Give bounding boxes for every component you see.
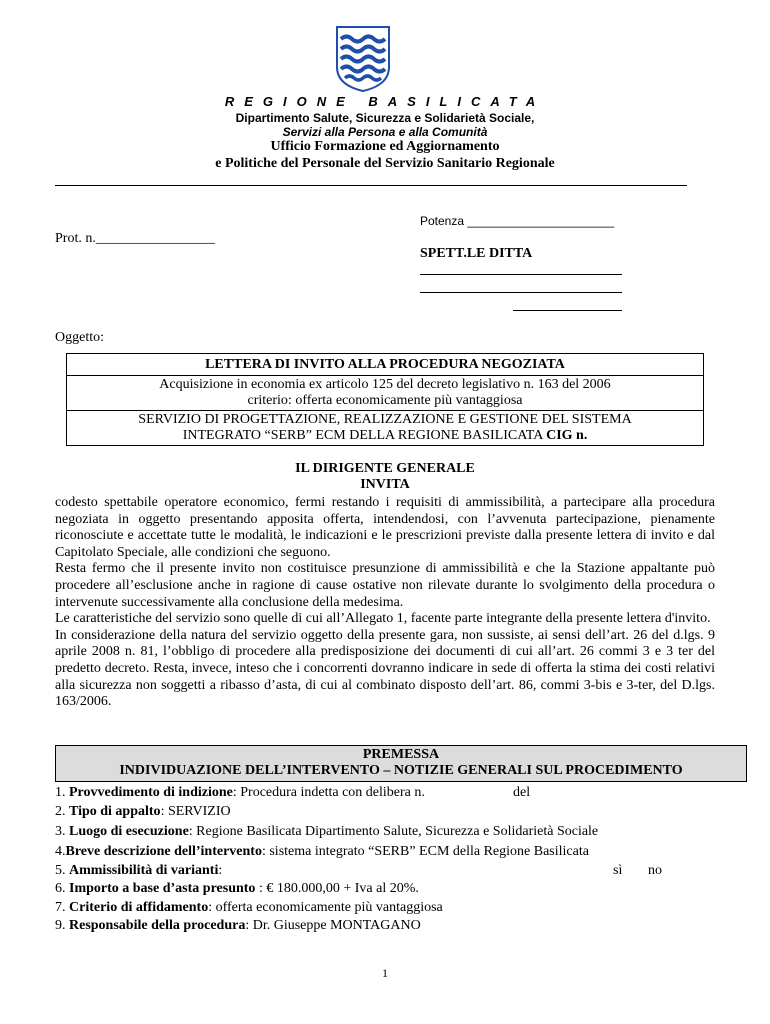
- list-item: 9. Responsabile della procedura: Dr. Giuseppe MONTAGANO: [55, 918, 421, 933]
- item-label: Tipo di appalto: [69, 803, 161, 819]
- item-value: : Regione Basilicata Dipartimento Salute, Sicurezza e Solidarietà Sociale: [188, 824, 599, 839]
- item-label: Breve descrizione dell’intervento: [65, 844, 262, 859]
- service-line2: [71, 428, 699, 444]
- procedure-details-list: [55, 785, 735, 937]
- body-paragraph-3: Le caratteristiche del servizio sono quelle di cui all’Allegato 1, facente parte integrante della presente lettera d'invito.: [55, 611, 711, 627]
- subject-table: [66, 353, 704, 446]
- department-name: Dipartimento Salute, Sicurezza e Solidarietà Sociale,: [235, 111, 535, 125]
- cig-label: CIG n.: [546, 428, 588, 443]
- body-paragraph-4: In considerazione della natura del servizio oggetto della presente gara, non sussiste, ai sensi dell’art. 26 del d.lgs. 9 aprile 2008 n. 81, l’obbligo di procedere alla predisposizione dei documenti di cui all’art. 26 commi 3 e 3 ter del predetto decreto. Resta, invece, inteso che i concorrenti dovranno indicare in sede di offerta la stima dei costi relativi alla sicurezza non soggetti a ribasso d’asta, di cui al combinato disposto dell’art. 86, commi 3-bis e 3-ter, del D.lgs. 163/2006.: [55, 627, 715, 710]
- service-line1: SERVIZIO DI PROGETTAZIONE, REALIZZAZIONE E GESTIONE DEL SISTEMA: [138, 412, 632, 427]
- recipient-line-1: [420, 274, 622, 275]
- subject-table-title: LETTERA DI INVITO ALLA PROCEDURA NEGOZIATA: [205, 357, 565, 372]
- region-name: REGIONE BASILICATA: [224, 94, 546, 109]
- option-no: no: [648, 862, 662, 878]
- services-name: Servizi alla Persona e alla Comunità: [282, 125, 488, 139]
- premessa-title: PREMESSA: [362, 747, 440, 762]
- director-block: [0, 461, 770, 493]
- recipient-heading: SPETT.LE DITTA: [420, 246, 533, 261]
- subject-table-acquisition: [67, 375, 703, 410]
- header-divider: [55, 185, 687, 186]
- item-value: : SERVIZIO: [160, 803, 231, 819]
- item-value: : sistema integrato “SERB” ECM della Regione Basilicata: [261, 844, 589, 859]
- acquisition-line2: criterio: offerta economicamente più vantaggiosa: [247, 393, 523, 408]
- item-label: Responsabile della procedura: [69, 918, 246, 933]
- body-paragraph-1: codesto spettabile operatore economico, fermi restando i requisiti di ammissibilità, a partecipare alla procedura negoziata in oggetto presentando apposita offerta, intendendosi, con l’avvenuta partecipazione, pienamente riconosciute e accettate tutte le modalità, le indicazioni e le prescrizioni previste dalla presente lettera di invito e dal Capitolato Speciale, alle condizioni che seguono.: [55, 495, 715, 560]
- region-coat-of-arms-logo: [335, 25, 391, 93]
- list-item: 3. Luogo di esecuzione: Regione Basilicata Dipartimento Salute, Sicurezza e Solidarietà Sociale: [55, 824, 599, 839]
- item-value: :: [218, 862, 223, 878]
- body-paragraph-2: Resta fermo che il presente invito non costituisce presunzione di ammissibilità e che la Stazione appaltante può procedere all’esclusione anche in ragione di cause ostative non rilevate durante lo svolgimento della procedura o intervenute successivamente alla conclusione della medesima.: [55, 561, 715, 610]
- recipient-line-2: [420, 292, 622, 293]
- premessa-box: [55, 745, 747, 782]
- item-label: Ammissibilità di varianti: [69, 862, 219, 878]
- item-value: : € 180.000,00 + Iva al 20%.: [255, 881, 419, 896]
- page-number: 1: [382, 966, 388, 980]
- recipient-line-3: [513, 310, 622, 311]
- director-title: IL DIRIGENTE GENERALE: [295, 461, 475, 476]
- list-item: 4.Breve descrizione dell’intervento: sistema integrato “SERB” ECM della Regione Basilicata: [55, 844, 589, 859]
- list-item: 5. Ammissibilità di varianti: sì no: [55, 862, 662, 878]
- list-item: 1. Provvedimento di indizione: Procedura indetta con delibera n. del: [55, 785, 531, 800]
- option-yes: sì: [613, 862, 623, 878]
- item-label: Provvedimento di indizione: [69, 785, 233, 800]
- premessa-subtitle: INDIVIDUAZIONE DELL’INTERVENTO – NOTIZIE GENERALI SUL PROCEDIMENTO: [119, 763, 683, 778]
- item-value: : Procedura indetta con delibera n.: [232, 785, 425, 800]
- list-item: 6. Importo a base d’asta presunto : € 180.000,00 + Iva al 20%.: [55, 881, 419, 896]
- subject-table-service: [67, 410, 703, 445]
- letter-body: [55, 495, 715, 711]
- office-name-line2: e Politiche del Personale del Servizio Sanitario Regionale: [215, 156, 555, 171]
- director-verb: INVITA: [360, 477, 410, 492]
- item-extra: del: [513, 785, 531, 800]
- list-item: 7. Criterio di affidamento: offerta economicamente più vantaggiosa: [55, 899, 443, 915]
- item-value: : Dr. Giuseppe MONTAGANO: [245, 918, 421, 933]
- item-label: Importo a base d’asta presunto: [69, 881, 256, 896]
- acquisition-line1: Acquisizione in economia ex articolo 125 del decreto legislativo n. 163 del 2006: [159, 377, 611, 392]
- item-value: : offerta economicamente più vantaggiosa: [208, 899, 443, 915]
- item-label: Luogo di esecuzione: [69, 824, 189, 839]
- subject-label: Oggetto:: [55, 330, 104, 345]
- item-label: Criterio di affidamento: [69, 899, 209, 915]
- list-item: 2. Tipo di appalto: SERVIZIO: [55, 803, 231, 819]
- protocol-number: Prot. n._________________: [55, 231, 215, 246]
- service-line2-text: INTEGRATO “SERB” ECM DELLA REGIONE BASILICATA: [182, 428, 543, 443]
- place-date-line: Potenza ______________________: [420, 214, 615, 228]
- office-name-line1: Ufficio Formazione ed Aggiornamento: [270, 139, 500, 154]
